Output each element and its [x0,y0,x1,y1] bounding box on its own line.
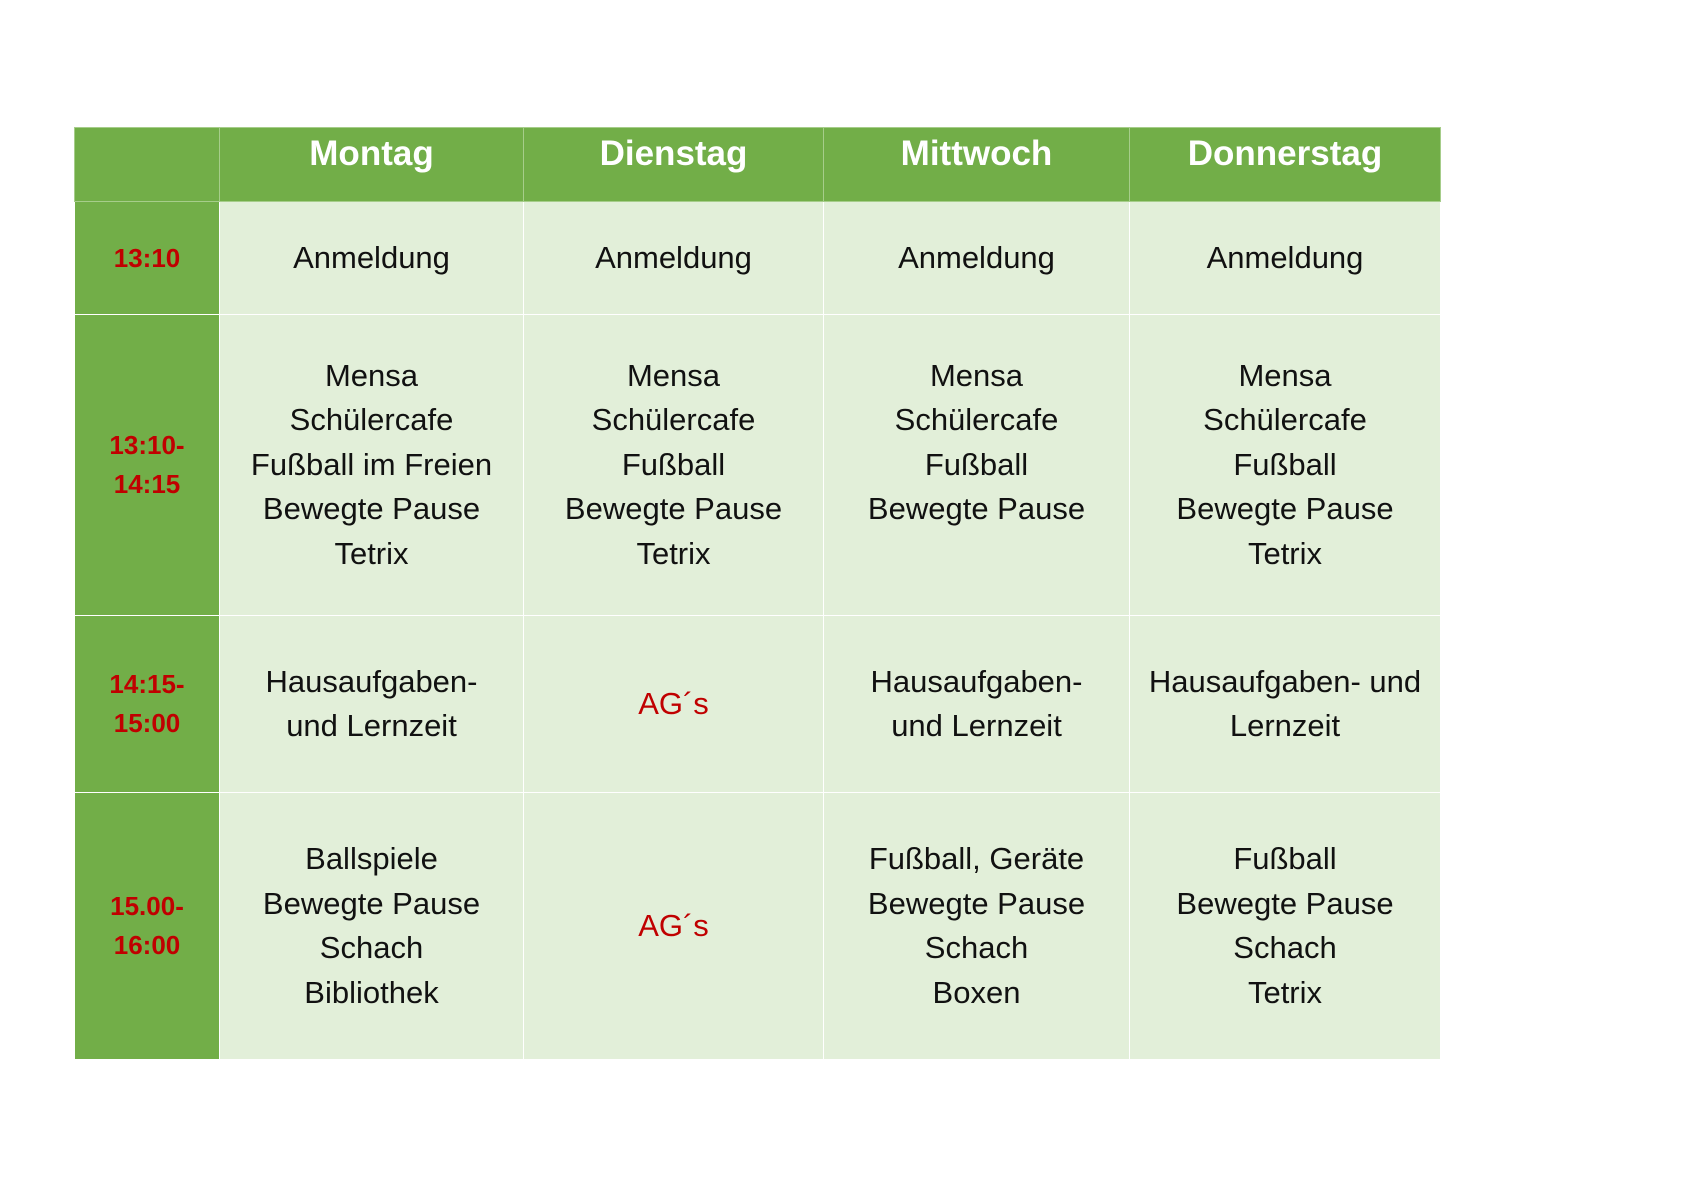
activity-item: Fußball, Geräte [868,841,1085,876]
activity-item: und Lernzeit [286,708,457,743]
activity-item: Anmeldung [898,239,1055,275]
schedule-row [75,315,1441,616]
activity-item: Fußball [1233,841,1337,876]
activity-item: Bewegte Pause [1176,885,1394,921]
schedule-table [74,127,1441,1060]
activity-item: Bewegte Pause [564,491,783,527]
activity-cell-montag [220,793,524,1060]
activity-cell-dienstag [524,616,824,793]
activity-item-ags: AG´s [638,685,709,721]
activity-cell-montag [220,202,524,315]
day-header-montag: Montag [220,128,524,202]
activity-item: Mensa [626,357,721,393]
activity-cell-donnerstag [1130,616,1441,793]
activity-item: Mensa [324,357,419,393]
time-cell [75,616,220,793]
time-label: 14:15- [109,669,185,699]
activity-item: Tetrix [636,535,711,571]
activity-cell-donnerstag [1130,315,1441,616]
activity-cell-mittwoch [824,616,1130,793]
schedule-row [75,793,1441,1060]
header-row [75,128,1441,202]
activity-cell-dienstag [524,202,824,315]
activity-item: Schach [924,930,1029,965]
time-label: 16:00 [113,930,181,960]
activity-item: Tetrix [1247,535,1323,571]
day-header-donnerstag: Donnerstag [1130,128,1441,202]
activity-item: Bewegte Pause [1176,491,1394,527]
activity-item: Fußball [924,446,1029,482]
activity-item-ags: AG´s [638,907,709,943]
activity-item: Bewegte Pause [867,885,1086,921]
schedule-row [75,616,1441,793]
activity-item: Lernzeit [1229,708,1341,743]
time-label: 15.00- [110,891,184,921]
time-cell [75,793,220,1060]
activity-cell-montag [220,315,524,616]
activity-item: Fußball im Freien [250,446,493,482]
activity-item: Bewegte Pause [867,491,1086,527]
day-header-dienstag: Dienstag [524,128,824,202]
schedule-row [75,202,1441,315]
activity-item: Schülercafe [591,402,756,438]
activity-item: Hausaufgaben- [870,663,1083,699]
activity-item: Anmeldung [1206,239,1364,275]
time-label: 14:15 [113,469,181,499]
activity-item: Schülercafe [894,402,1059,438]
activity-cell-dienstag [524,793,824,1060]
activity-item: Anmeldung [595,239,752,275]
time-label: 15:00 [113,708,181,738]
activity-item: Anmeldung [293,239,450,275]
activity-item: Fußball [1233,446,1337,482]
activity-item: Tetrix [334,535,409,571]
activity-cell-dienstag [524,315,824,616]
time-label: 13:10- [109,430,185,460]
day-header-mittwoch: Mittwoch [824,128,1130,202]
activity-spacer [824,532,1129,577]
activity-cell-mittwoch [824,315,1130,616]
activity-cell-montag [220,616,524,793]
activity-item: Hausaufgaben- [265,663,478,699]
activity-cell-donnerstag [1130,202,1441,315]
activity-item: Boxen [932,974,1021,1010]
time-cell [75,315,220,616]
activity-item: Bewegte Pause [262,491,481,527]
activity-item: Fußball [621,446,726,482]
time-cell [75,202,220,315]
activity-item: und Lernzeit [891,708,1062,743]
activity-item: Schach [1233,930,1337,965]
time-label: 13:10 [113,242,181,273]
activity-cell-mittwoch [824,202,1130,315]
activity-item: Mensa [929,357,1024,393]
activity-item: Schülercafe [1203,402,1367,438]
activity-item: Bewegte Pause [262,885,481,921]
activity-item: Ballspiele [305,841,438,876]
activity-item: Schülercafe [289,402,454,438]
activity-item: Mensa [1238,357,1332,393]
activity-item: Hausaufgaben- und [1148,663,1422,699]
header-corner-cell [75,128,220,202]
activity-item: Schach [319,930,424,965]
activity-item: Tetrix [1247,974,1323,1010]
activity-cell-donnerstag [1130,793,1441,1060]
activity-cell-mittwoch [824,793,1130,1060]
activity-item: Bibliothek [304,974,439,1010]
